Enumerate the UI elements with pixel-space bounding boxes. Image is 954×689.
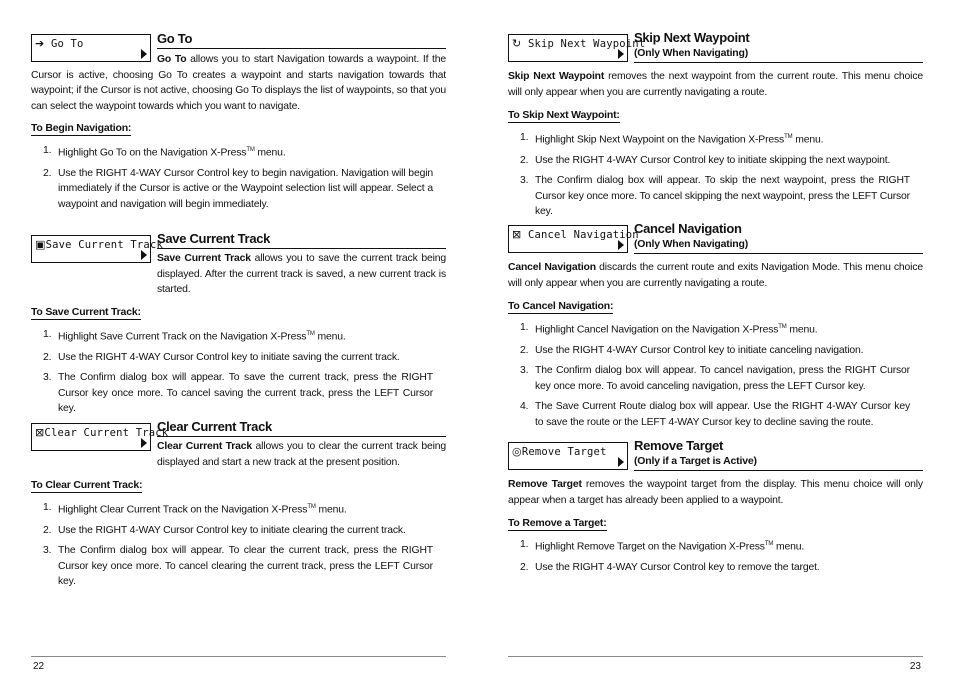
list-item: 2. Use the RIGHT 4-WAY Cursor Control key to begin navigation. Navigation will begin immediately if the Cursor is active or the Waypoint selection list will appear. Select a waypoint and navigation will begin immediately. — [43, 167, 433, 210]
steps-list — [31, 327, 433, 422]
page-number: 23 — [909, 661, 921, 672]
save-track-icon: ▣ — [35, 238, 46, 251]
steps-heading: To Skip Next Waypoint: — [508, 109, 620, 121]
list-item: 3. The Confirm dialog box will appear. To clear the current track, press the RIGHT Cursor key once more. To cancel clearing the current track, press the LEFT Cursor key. — [43, 545, 433, 588]
steps-heading: To Begin Navigation: — [31, 122, 132, 134]
list-item: 2. Use the RIGHT 4-WAY Cursor Control key to initiate skipping the next waypoint. — [520, 154, 891, 166]
list-item: 4. The Save Current Route dialog box will appear. Use the RIGHT 4-WAY Cursor key to save the route or the LEFT 4-WAY Cursor key to decline saving the route. — [520, 401, 910, 428]
triangle-right-icon — [141, 250, 147, 260]
section-title: Remove Target — [634, 438, 724, 453]
footer-rule — [508, 656, 923, 657]
list-item: 1. Highlight Save Current Track on the Navigation X-Press™ menu. — [43, 329, 346, 343]
section-intro: Save Current Track allows you to save the current track being displayed. After the current track is saved, a new current track is started. — [157, 253, 446, 295]
steps-heading: To Cancel Navigation: — [508, 300, 614, 312]
list-item: 3. The Confirm dialog box will appear. To cancel navigation, press the RIGHT Cursor key once more. To avoid canceling navigation, press the LEFT Cursor key. — [520, 365, 910, 392]
triangle-right-icon — [618, 240, 624, 250]
list-item: 1. Highlight Skip Next Waypoint on the Navigation X-Press™ menu. — [520, 132, 824, 146]
list-item: 3. The Confirm dialog box will appear. To save the current track, press the RIGHT Cursor key once more. To cancel saving the current track, press the LEFT Cursor key. — [43, 372, 433, 415]
section-intro: Remove Target removes the waypoint target from the display. This menu choice will only appear when a target has already been applied to a waypoint. — [508, 479, 923, 506]
section-title: Go To — [157, 31, 193, 46]
list-item: 1. Highlight Clear Current Track on the Navigation X-Press™ menu. — [43, 502, 347, 516]
clear-track-icon: ⊠ — [35, 426, 45, 439]
section-heading — [157, 31, 446, 49]
section-subtitle: (Only if a Target is Active) — [634, 455, 757, 467]
page-number: 22 — [33, 661, 45, 672]
list-item: 2. Use the RIGHT 4-WAY Cursor Control key to initiate canceling navigation. — [520, 344, 864, 356]
steps-list — [508, 130, 910, 225]
section-heading — [634, 438, 923, 471]
menu-item-remove-target — [508, 442, 628, 470]
steps-list — [31, 143, 433, 217]
footer-rule — [31, 656, 446, 657]
section-intro: Go To allows you to start Navigation towards a waypoint. If the Cursor is active, choosing Go To creates a waypoint and starts navigation towards that waypoint; if the Cursor is not active, choosing Go To displays the list of waypoints, so that you can select the waypoint towards which you want to navigate. — [31, 54, 446, 112]
skip-waypoint-icon: ↻ — [512, 37, 522, 50]
section-intro: Skip Next Waypoint removes the next waypoint from the current route. This menu choice will only appear when you are currently navigating a route. — [508, 71, 924, 98]
section-heading — [634, 221, 923, 254]
steps-list — [508, 537, 910, 580]
menu-item-cancel-navigation — [508, 225, 639, 253]
triangle-right-icon — [618, 49, 624, 59]
list-item: 1. Highlight Go To on the Navigation X-Press™ menu. — [43, 145, 286, 159]
menu-item-clear-current-track — [31, 423, 169, 451]
section-heading — [157, 419, 446, 437]
section-title: Cancel Navigation — [634, 221, 742, 236]
section-subtitle: (Only When Navigating) — [634, 47, 749, 59]
menu-item-label: Save Current Track — [45, 239, 163, 251]
section-intro: Clear Current Track allows you to clear the current track being displayed and start a new track at the present position. — [157, 441, 446, 468]
cancel-navigation-icon: ⊠ — [512, 228, 522, 241]
target-icon: ◎ — [512, 445, 522, 458]
menu-item-label: Remove Target — [521, 446, 607, 458]
section-title: Skip Next Waypoint — [634, 30, 750, 45]
menu-item-save-current-track — [31, 235, 163, 263]
section-title: Clear Current Track — [157, 419, 272, 434]
triangle-right-icon — [618, 457, 624, 467]
list-item: 3. The Confirm dialog box will appear. To skip the next waypoint, press the RIGHT Cursor key once more. To cancel skipping the next waypoint, press the LEFT Cursor key. — [520, 175, 910, 218]
section-intro: Cancel Navigation discards the current route and exits Navigation Mode. This menu choice will only appear when you are currently navigating a route. — [508, 262, 923, 289]
steps-heading: To Clear Current Track: — [31, 479, 143, 491]
menu-item-label: Go To — [50, 38, 84, 50]
menu-item-skip-next-waypoint — [508, 34, 646, 62]
steps-list — [508, 320, 910, 435]
section-heading — [634, 30, 923, 63]
list-item: 2. Use the RIGHT 4-WAY Cursor Control key to initiate clearing the current track. — [43, 524, 406, 536]
steps-list — [31, 500, 433, 595]
section-heading — [157, 231, 446, 249]
list-item: 1. Highlight Remove Target on the Navigation X-Press™ menu. — [520, 539, 805, 553]
steps-heading: To Save Current Track: — [31, 306, 141, 318]
list-item: 1. Highlight Cancel Navigation on the Navigation X-Press™ menu. — [520, 322, 818, 336]
menu-item-label: Clear Current Track — [44, 427, 169, 439]
arrow-right-icon: ➔ — [35, 37, 45, 50]
section-title: Save Current Track — [157, 231, 271, 246]
list-item: 2. Use the RIGHT 4-WAY Cursor Control key to remove the target. — [520, 561, 820, 573]
menu-item-label: Cancel Navigation — [527, 229, 639, 241]
triangle-right-icon — [141, 438, 147, 448]
left-page — [31, 0, 446, 689]
steps-heading: To Remove a Target: — [508, 517, 607, 529]
right-page — [508, 0, 923, 689]
section-subtitle: (Only When Navigating) — [634, 238, 749, 250]
menu-item-label: Skip Next Waypoint — [527, 38, 646, 50]
list-item: 2. Use the RIGHT 4-WAY Cursor Control key to initiate saving the current track. — [43, 351, 400, 363]
